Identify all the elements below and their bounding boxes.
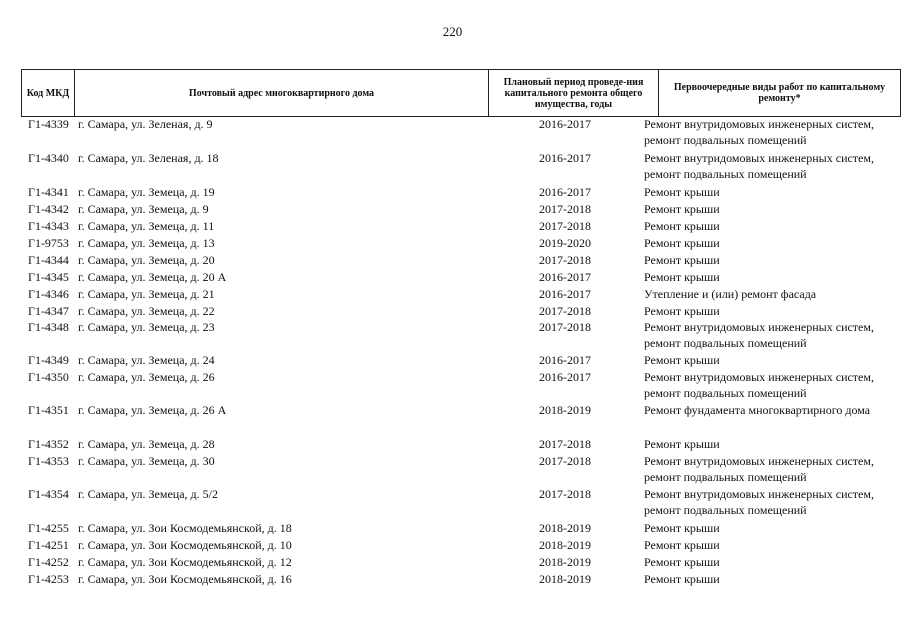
cell-works: Ремонт крыши bbox=[644, 437, 720, 451]
cell-code: Г1-4354 bbox=[28, 487, 69, 501]
cell-period: 2018-2019 bbox=[539, 555, 591, 569]
cell-address: г. Самара, ул. Земеца, д. 20 А bbox=[78, 270, 227, 284]
cell-works: Ремонт крыши bbox=[644, 538, 720, 552]
cell-code: Г1-4340 bbox=[28, 151, 69, 165]
cell-works: Ремонт внутридомовых инженерных систем, ремонт подвальных помещений bbox=[644, 370, 874, 400]
cell-period: 2016-2017 bbox=[539, 151, 591, 165]
cell-code: Г1-4345 bbox=[28, 270, 69, 284]
cell-period: 2017-2018 bbox=[539, 304, 591, 318]
cell-address: г. Самара, ул. Земеца, д. 28 bbox=[78, 437, 215, 451]
cell-works: Ремонт крыши bbox=[644, 236, 720, 250]
cell-works: Ремонт внутридомовых инженерных систем, ремонт подвальных помещений bbox=[644, 151, 874, 181]
cell-works: Ремонт фундамента многоквартирного дома bbox=[644, 403, 871, 417]
cell-works: Ремонт внутридомовых инженерных систем, ремонт подвальных помещений bbox=[644, 487, 874, 517]
cell-works: Ремонт крыши bbox=[644, 185, 720, 199]
cell-period: 2016-2017 bbox=[539, 185, 591, 199]
cell-address: г. Самара, ул. Земеца, д. 5/2 bbox=[78, 487, 218, 501]
cell-code: Г1-4352 bbox=[28, 437, 69, 451]
cell-period: 2019-2020 bbox=[539, 236, 591, 250]
cell-address: г. Самара, ул. Зои Космодемьянской, д. 10 bbox=[78, 538, 292, 552]
cell-code: Г1-4344 bbox=[28, 253, 69, 267]
cell-address: г. Самара, ул. Зои Космодемьянской, д. 18 bbox=[78, 521, 292, 535]
cell-period: 2017-2018 bbox=[539, 487, 591, 501]
cell-period: 2017-2018 bbox=[539, 437, 591, 451]
page-number: 220 bbox=[442, 24, 463, 39]
cell-address: г. Самара, ул. Зеленая, д. 9 bbox=[78, 117, 213, 131]
cell-address: г. Самара, ул. Земеца, д. 26 bbox=[78, 370, 215, 384]
cell-address: г. Самара, ул. Земеца, д. 21 bbox=[78, 287, 215, 301]
cell-period: 2016-2017 bbox=[539, 117, 591, 131]
cell-period: 2017-2018 bbox=[539, 454, 591, 468]
header-code: Код МКД bbox=[22, 70, 75, 116]
cell-code: Г1-4347 bbox=[28, 304, 69, 318]
cell-code: Г1-4353 bbox=[28, 454, 69, 468]
cell-period: 2018-2019 bbox=[539, 403, 591, 417]
cell-code: Г1-4343 bbox=[28, 219, 69, 233]
cell-code: Г1-4255 bbox=[28, 521, 69, 535]
cell-period: 2016-2017 bbox=[539, 270, 591, 284]
cell-period: 2017-2018 bbox=[539, 253, 591, 267]
cell-works: Ремонт внутридомовых инженерных систем, ремонт подвальных помещений bbox=[644, 454, 874, 484]
cell-code: Г1-4351 bbox=[28, 403, 69, 417]
cell-works: Ремонт крыши bbox=[644, 270, 720, 284]
cell-code: Г1-4252 bbox=[28, 555, 69, 569]
cell-period: 2017-2018 bbox=[539, 202, 591, 216]
cell-period: 2018-2019 bbox=[539, 521, 591, 535]
cell-address: г. Самара, ул. Земеца, д. 11 bbox=[78, 219, 215, 233]
cell-code: Г1-4349 bbox=[28, 353, 69, 367]
cell-address: г. Самара, ул. Земеца, д. 13 bbox=[78, 236, 215, 250]
cell-code: Г1-9753 bbox=[28, 236, 69, 250]
cell-works: Ремонт крыши bbox=[644, 253, 720, 267]
header-works: Первоочередные виды работ по капитальному ремонту* bbox=[659, 70, 901, 116]
cell-works: Ремонт крыши bbox=[644, 353, 720, 367]
cell-code: Г1-4253 bbox=[28, 572, 69, 586]
cell-address: г. Самара, ул. Зои Космодемьянской, д. 16 bbox=[78, 572, 292, 586]
cell-code: Г1-4341 bbox=[28, 185, 69, 199]
cell-address: г. Самара, ул. Земеца, д. 9 bbox=[78, 202, 209, 216]
cell-address: г. Самара, ул. Зеленая, д. 18 bbox=[78, 151, 219, 165]
cell-works: Утепление и (или) ремонт фасада bbox=[644, 287, 817, 301]
cell-works: Ремонт крыши bbox=[644, 521, 720, 535]
cell-address: г. Самара, ул. Земеца, д. 19 bbox=[78, 185, 215, 199]
header-period: Плановый период проведе-ния капитального ремонта общего имущества, годы bbox=[489, 70, 659, 116]
table-header bbox=[21, 69, 901, 117]
cell-works: Ремонт крыши bbox=[644, 202, 720, 216]
cell-period: 2018-2019 bbox=[539, 572, 591, 586]
cell-period: 2017-2018 bbox=[539, 320, 591, 334]
cell-works: Ремонт крыши bbox=[644, 219, 720, 233]
header-address: Почтовый адрес многоквартирного дома bbox=[75, 70, 489, 116]
cell-works: Ремонт крыши bbox=[644, 304, 720, 318]
cell-address: г. Самара, ул. Земеца, д. 23 bbox=[78, 320, 215, 334]
cell-code: Г1-4342 bbox=[28, 202, 69, 216]
cell-works: Ремонт крыши bbox=[644, 555, 720, 569]
cell-address: г. Самара, ул. Земеца, д. 20 bbox=[78, 253, 215, 267]
cell-period: 2018-2019 bbox=[539, 538, 591, 552]
cell-code: Г1-4339 bbox=[28, 117, 69, 131]
cell-address: г. Самара, ул. Зои Космодемьянской, д. 12 bbox=[78, 555, 292, 569]
cell-address: г. Самара, ул. Земеца, д. 22 bbox=[78, 304, 215, 318]
cell-code: Г1-4251 bbox=[28, 538, 69, 552]
cell-address: г. Самара, ул. Земеца, д. 26 А bbox=[78, 403, 227, 417]
cell-works: Ремонт внутридомовых инженерных систем, ремонт подвальных помещений bbox=[644, 117, 874, 147]
cell-period: 2016-2017 bbox=[539, 353, 591, 367]
cell-code: Г1-4350 bbox=[28, 370, 69, 384]
cell-works: Ремонт крыши bbox=[644, 572, 720, 586]
cell-period: 2017-2018 bbox=[539, 219, 591, 233]
cell-code: Г1-4346 bbox=[28, 287, 69, 301]
cell-period: 2016-2017 bbox=[539, 287, 591, 301]
cell-period: 2016-2017 bbox=[539, 370, 591, 384]
cell-code: Г1-4348 bbox=[28, 320, 69, 334]
cell-address: г. Самара, ул. Земеца, д. 24 bbox=[78, 353, 215, 367]
cell-works: Ремонт внутридомовых инженерных систем, ремонт подвальных помещений bbox=[644, 320, 874, 350]
cell-address: г. Самара, ул. Земеца, д. 30 bbox=[78, 454, 215, 468]
